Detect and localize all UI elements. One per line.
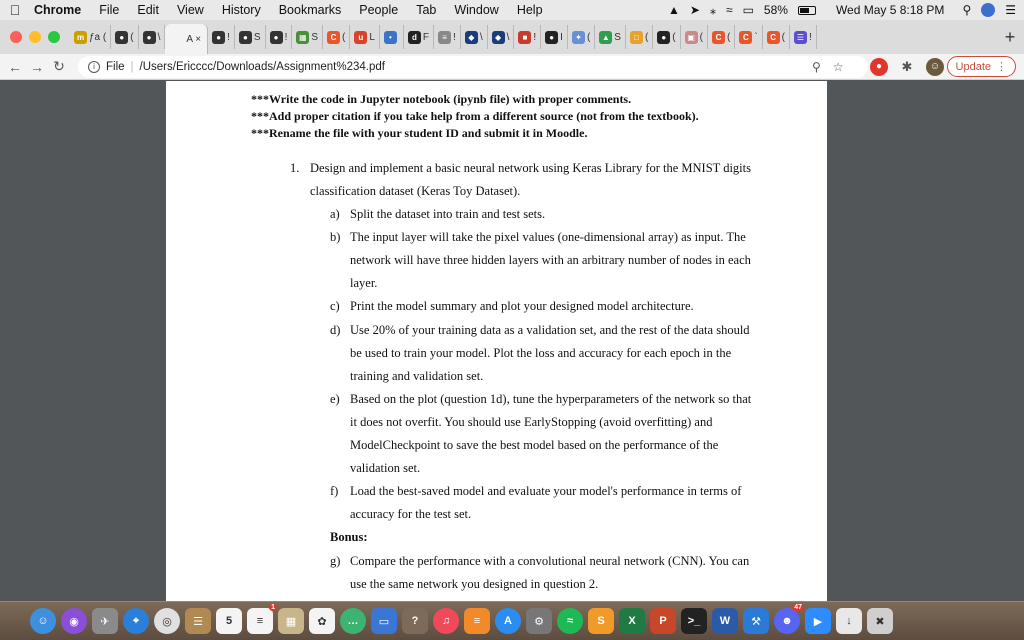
tab[interactable] [708,25,735,49]
dock-icon-glyph: ≈ [566,615,574,627]
dock-icon-glyph: ? [411,615,419,627]
tab-label: ( [342,31,346,43]
subquestion-label: b) [330,230,341,245]
tab-favicon-icon: ☰ [794,31,807,44]
dock-icon-glyph: ☻ [781,615,793,627]
tab-favicon-icon: C [767,31,780,44]
dock-calendar-icon[interactable] [216,608,242,634]
tab-favicon-icon: ● [212,31,225,44]
profile-avatar-icon[interactable]: ☺ [926,58,944,76]
dock-icon-glyph: ▭ [378,615,390,628]
subquestion-label: c) [330,299,340,314]
dock-keynote-icon[interactable] [371,608,397,634]
tab-label: L [369,31,375,43]
dock-icon-glyph: ◎ [162,615,172,628]
subquestion-text-line: use the same network you designed in question 2. [350,576,599,591]
subquestion-text-line: Load the best-saved model and evaluate your model's performance in terms of [350,484,742,499]
tab[interactable] [595,25,626,49]
bonus-heading: Bonus: [330,530,368,545]
status-area [668,0,1016,20]
tab-label: ` [754,31,758,43]
tab-label: ! [809,31,812,43]
tab[interactable] [350,25,380,49]
dock-messages-icon[interactable] [340,608,366,634]
dock-badge: 47 [794,604,802,611]
tab[interactable] [626,25,653,49]
subquestion-text-line: it does not overfit. You should use EarlyStopping (avoid overfitting) and [350,414,713,429]
menu-item-people[interactable]: People [359,3,399,17]
menu-item-help[interactable]: Help [516,3,543,17]
tab-label: \ [157,31,161,43]
address-bar[interactable] [78,56,868,78]
tab-favicon-icon: m [74,31,87,44]
menu-item-bookmarks[interactable]: Bookmarks [278,3,342,17]
dock-icon-glyph: ▦ [285,615,297,628]
dock-notes-icon[interactable] [185,608,211,634]
tab[interactable] [541,25,568,49]
subquestion-text-line: Split the dataset into train and test sets. [350,207,546,221]
dock-siri-icon[interactable] [61,608,87,634]
dock-spotify-icon[interactable] [557,608,583,634]
tab-label: ! [227,31,230,43]
instruction-line: ***Rename the file with your student ID and submit it in Moodle. [251,126,588,140]
tab-favicon-icon: u [354,31,367,44]
tab[interactable] [763,25,790,49]
spotlight-icon[interactable]: ⚲ [962,3,972,17]
tab-label: ƒa ( [89,31,107,43]
tab[interactable] [653,25,680,49]
tab-favicon-icon: C [712,31,725,44]
dock-books-icon[interactable] [464,608,490,634]
dock-downloads-icon[interactable] [836,608,862,634]
dock-icon-glyph: ⚙ [534,615,544,628]
adblock-extension-icon[interactable]: ● [870,58,888,76]
tab-favicon-icon: ● [545,31,558,44]
dock-powerpoint-icon[interactable] [650,608,676,634]
dock-music-icon[interactable] [433,608,459,634]
airplay-icon[interactable]: ▭ [742,3,754,17]
dock-icon-glyph: 5 [225,615,233,627]
dock-icon-glyph: P [659,615,667,627]
tab[interactable] [404,25,434,49]
dock-icon-glyph: ✖ [875,615,885,628]
subquestion-text-line: Compare the performance with a convolutional neural network (CNN). You can [350,553,750,568]
tab[interactable] [266,25,293,49]
subquestion-text-line: Based on the plot (question 1d), tune the hyperparameters of the network so that [350,391,752,406]
dock-sublime-icon[interactable] [588,608,614,634]
question-text-line: classification dataset (Keras Toy Dataset). [310,184,521,198]
dock-icon-glyph: X [628,615,636,627]
dock-help-icon[interactable] [402,608,428,634]
location-icon[interactable]: ➤ [689,3,700,17]
subquestion-label: f) [330,484,339,499]
tab-strip [0,20,1024,54]
dock-icon-glyph: ⚒ [751,615,761,628]
apple-icon[interactable] [0,2,30,18]
battery-icon[interactable] [798,6,816,15]
dock-icon-glyph: ☰ [193,615,203,628]
dock-launchpad-icon[interactable] [92,608,118,634]
zoom-window-button[interactable] [48,31,60,43]
dock-chrome-icon[interactable] [154,608,180,634]
subquestion-text-line: Use 20% of your training data as a validation set, and the rest of the data should [350,322,750,337]
tab[interactable] [70,25,111,49]
tab[interactable] [292,25,323,49]
dropbox-icon[interactable]: ▲ [668,3,680,17]
dock-icon-glyph: >_ [687,615,701,627]
dock-icon-glyph: S [597,615,605,627]
dock-icon-glyph: ⌖ [132,614,140,627]
tab-label: ( [781,31,786,43]
tab-label: \ [479,31,483,43]
tab-label: S [253,31,261,43]
dock-zoom-icon[interactable] [805,608,831,634]
notification-center-icon[interactable]: ☰ [1005,3,1016,17]
subquestion-text-line: ModelCheckpoint to save the best model based on the performance of the [350,438,719,452]
dock-word-icon[interactable] [712,608,738,634]
menu-item-edit[interactable]: Edit [137,3,159,17]
dock-icon-glyph: ♫ [441,615,451,627]
dock-icon-glyph: ☺ [37,615,49,627]
dock-photos-icon[interactable] [309,608,335,634]
tab-favicon-icon: □ [630,31,643,44]
dock-discord-icon[interactable] [774,604,802,634]
pdf-viewer[interactable] [0,81,1024,601]
subquestion-label: a) [330,207,340,221]
bluetooth-icon[interactable]: ⁎ [709,3,716,17]
dock-icon-glyph: ≡ [256,615,264,627]
tab-label: ( [672,31,676,43]
new-tab-button[interactable]: + [1004,26,1016,47]
dock-app-store-icon[interactable] [495,608,521,634]
dock-trash-icon[interactable] [867,608,893,634]
tab-favicon-icon: ▣ [685,31,698,44]
tab-favicon-icon: ● [270,31,283,44]
tab-favicon-icon [171,33,184,46]
url-scheme: File [106,60,125,73]
tab-label: ! [284,31,288,43]
tab[interactable] [235,25,266,49]
tab-label: ! [453,31,456,43]
tab[interactable] [681,25,708,49]
menu-item-window[interactable]: Window [454,3,499,17]
tab[interactable] [488,25,515,49]
question-number: 1. [290,161,300,175]
subquestion-text-line: training and validation set. [350,368,484,383]
tab[interactable] [514,25,541,49]
instruction-line: ***Add proper citation if you take help from a different source (not from the textbook). [251,109,699,123]
tab-favicon-icon: ● [657,31,670,44]
menu-app-name[interactable]: Chrome [34,3,82,17]
tab-label: S [311,31,319,43]
tab[interactable] [111,25,138,49]
menu-item-history[interactable]: History [221,3,261,17]
subquestion-text-line: network will have three hidden layers with an arbitrary number of nodes in each [350,253,751,268]
subquestion-text-line: The input layer will take the pixel values (one-dimensional array) as input. The [350,230,746,245]
tab-label: ( [644,31,649,43]
extensions [870,58,944,76]
tab[interactable] [790,25,817,49]
subquestion-label: d) [330,322,341,337]
tab[interactable] [323,25,350,49]
dock-reminders-icon[interactable] [247,604,275,634]
chrome-menu-icon: ⋮ [996,61,1007,73]
tab-active[interactable] [165,24,208,54]
dock-badge: 1 [271,604,275,611]
question-text-line: Design and implement a basic neural network using Keras Library for the MNIST digits [310,161,751,175]
dock-preview-icon[interactable] [278,608,304,634]
reload-icon[interactable]: ↻ [53,58,65,74]
tab-favicon-icon: d [408,31,421,44]
zoom-icon[interactable]: ⚲ [812,59,821,74]
back-arrow-icon[interactable]: ← [8,58,22,75]
subquestion-label: g) [330,553,341,568]
tabs [70,20,996,54]
browser-toolbar [0,54,1024,80]
dock-icon-glyph: … [347,615,359,627]
tab-favicon-icon: ▦ [296,31,309,44]
dock-icon-glyph: ≡ [473,615,481,627]
instruction-line: ***Write the code in Jupyter notebook (ipynb file) with proper comments. [251,92,632,106]
extensions-puzzle-icon[interactable]: ✱ [901,58,913,74]
tab-label: F [422,31,430,43]
tab-favicon-icon: ■ [518,31,531,44]
dock-finder-icon[interactable] [30,608,56,634]
tab-favicon-icon: C [739,31,752,44]
tab-favicon-icon: ● [115,31,128,44]
menu-item-view[interactable]: View [176,3,204,17]
pdf-page [166,81,827,601]
tab-favicon-icon: ◆ [465,31,478,44]
tab[interactable] [461,25,488,49]
tab-label: \ [506,31,510,43]
tab-favicon-icon: ✦ [572,31,585,44]
tab-label: ( [699,31,703,43]
subquestion-label: e) [330,391,340,406]
dock-excel-icon[interactable] [619,608,645,634]
tab-favicon-icon: • [384,31,397,44]
tab[interactable] [380,25,404,49]
dock-system-preferences-icon[interactable] [526,608,552,634]
user-avatar-icon[interactable] [981,3,995,17]
omnibox-actions [812,60,844,74]
subquestion-text-line: accuracy for the test set. [350,507,472,522]
dock-terminal-icon[interactable] [681,608,707,634]
dock-icon-glyph: A [504,615,512,627]
tab-label: A × [186,33,202,45]
dock-icon-glyph: ✈ [100,615,110,628]
subquestion-text-line: validation set. [350,461,421,476]
dock-icon-glyph: ✿ [317,615,327,628]
window-controls [0,31,70,43]
tab[interactable] [208,25,235,49]
menu-item-file[interactable]: File [99,3,120,17]
tab-favicon-icon: C [327,31,340,44]
tab-label: S [614,31,621,43]
close-window-button[interactable] [10,31,22,43]
tab-favicon-icon: ≡ [438,31,451,44]
tab-favicon-icon: ◆ [492,31,505,44]
subquestion-text-line: Print the model summary and plot your designed model architecture. [350,299,694,314]
dock-xcode-icon[interactable] [743,608,769,634]
url-separator: | [130,60,134,73]
url-text: /Users/Ericccc/Downloads/Assignment%234.pdf [139,60,385,73]
subquestion-text-line: be used to train your model. Plot the loss and accuracy for each epoch in the [350,345,732,360]
tab-favicon-icon: ▲ [599,31,612,44]
dock-icon-glyph: ▶ [813,615,823,628]
dock-safari-icon[interactable] [123,608,149,634]
menu-bar [0,0,1024,20]
tab[interactable] [735,25,762,49]
battery-percent[interactable]: 58% [763,3,788,17]
dock-icon-glyph: ↓ [846,615,852,627]
tab-label: ( [586,31,591,43]
wifi-icon[interactable]: ≈ [725,3,733,17]
site-info-icon[interactable]: i [88,61,100,73]
tab[interactable] [139,25,166,49]
tab-label: ( [726,31,731,43]
dock-icon-glyph: W [719,615,731,627]
subquestion-text-line: layer. [350,276,378,291]
dock-icon-glyph: ◉ [69,615,79,628]
minimize-window-button[interactable] [29,31,41,43]
update-button[interactable] [947,56,1016,77]
forward-arrow-icon[interactable]: → [30,58,44,75]
tab-favicon-icon: ● [239,31,252,44]
update-label: Update [955,60,991,73]
tab-favicon-icon: ● [143,31,156,44]
tab-label: I [560,31,563,43]
clock[interactable]: Wed May 5 8:18 PM [835,3,945,17]
tab-label: ! [533,31,537,43]
bookmark-star-icon[interactable]: ☆ [832,59,844,74]
tab[interactable] [568,25,595,49]
tab-label: ( [130,31,134,43]
menu-item-tab[interactable]: Tab [416,3,437,17]
dock [0,601,1024,640]
tab[interactable] [434,25,461,49]
